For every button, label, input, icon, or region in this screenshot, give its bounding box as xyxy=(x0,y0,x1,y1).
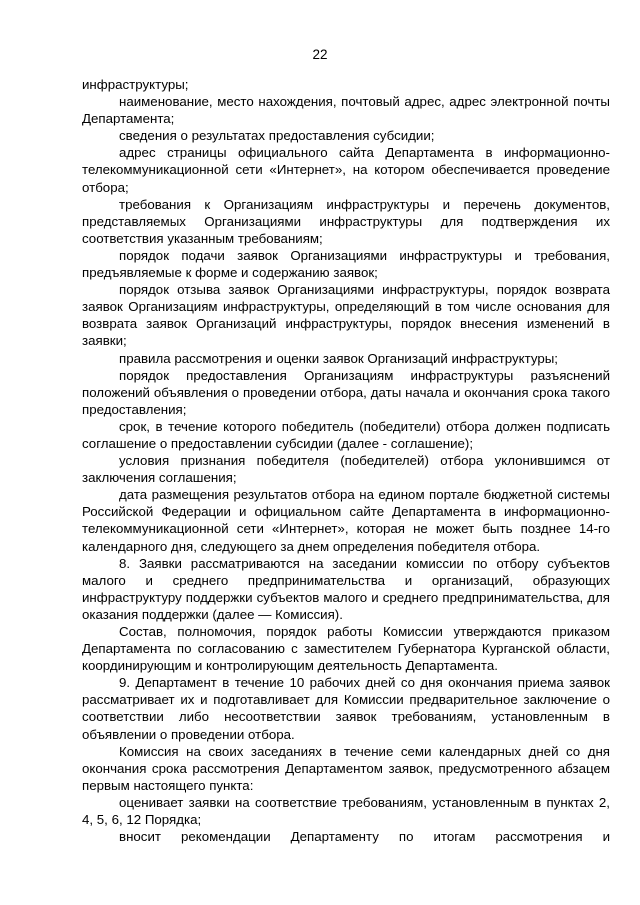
paragraph: порядок отзыва заявок Организациями инфраструктуры, порядок возврата заявок Организациям инфраструктуры, определяющий в том числе основания для возврата заявок Организаций инфраструктуры, порядок внесения изменений в заявки; xyxy=(82,282,610,349)
paragraph: порядок подачи заявок Организациями инфраструктуры и требования, предъявляемые к форме и содержанию заявок; xyxy=(82,247,610,281)
paragraph: 8. Заявки рассматриваются на заседании комиссии по отбору субъектов малого и среднего предпринимательства и организаций, образующих инфраструктуру поддержки субъектов малого и среднего предпринимательства, для оказания поддержки (далее — Комиссия). xyxy=(82,555,610,622)
paragraph: 9. Департамент в течение 10 рабочих дней со дня окончания приема заявок рассматривает их и подготавливает для Комиссии предварительное заключение о соответствии либо несоответствии заявок требованиям, установленным в объявлении о проведении отбора. xyxy=(82,675,610,742)
paragraph: срок, в течение которого победитель (победители) отбора должен подписать соглашение о предоставлении субсидии (далее - соглашение); xyxy=(82,418,610,451)
paragraph: порядок предоставления Организациям инфраструктуры разъяснений положений объявления о проведении отбора, даты начала и окончания срока такого предоставления; xyxy=(82,367,610,417)
paragraph: оценивает заявки на соответствие требованиям, установленным в пунктах 2, 4, 5, 6, 12 Порядка; xyxy=(82,794,610,828)
document-body xyxy=(82,76,610,845)
page-number: 22 xyxy=(312,47,328,62)
paragraph: наименование, место нахождения, почтовый адрес, адрес электронной почты Департамента; xyxy=(82,94,610,127)
paragraph: инфраструктуры; xyxy=(82,77,189,92)
paragraph: Комиссия на своих заседаниях в течение семи календарных дней со дня окончания срока рассмотрения Департаментом заявок, предусмотренного абзацем первым настоящего пункта: xyxy=(82,743,610,793)
paragraph: вносит рекомендации Департаменту по итогам рассмотрения и xyxy=(119,829,610,845)
paragraph: Состав, полномочия, порядок работы Комиссии утверждаются приказом Департамента по согласованию с заместителем Губернатора Курганской области, координирующим и контролирующим деятельность Департамента. xyxy=(82,624,610,674)
paragraph: правила рассмотрения и оценки заявок Организаций инфраструктуры; xyxy=(119,350,558,366)
paragraph: адрес страницы официального сайта Департамента в информационно-телекоммуникационной сети «Интернет», на котором обеспечивается проведение отбора; xyxy=(82,145,610,195)
paragraph: требования к Организациям инфраструктуры и перечень документов, представляемых Организациями инфраструктуры для подтверждения их соответствия указанным требованиям; xyxy=(82,196,610,246)
paragraph: условия признания победителя (победителей) отбора уклонившимся от заключения соглашения; xyxy=(82,453,610,486)
paragraph: дата размещения результатов отбора на едином портале бюджетной системы Российской Федерации и официальном сайте Департамента в информационно-телекоммуникационной сети «Интернет», которая не может быть позднее 14-го календарного дня, следующего за днем определения победителя отбора. xyxy=(82,487,610,554)
paragraph: сведения о результатах предоставления субсидии; xyxy=(119,128,435,144)
